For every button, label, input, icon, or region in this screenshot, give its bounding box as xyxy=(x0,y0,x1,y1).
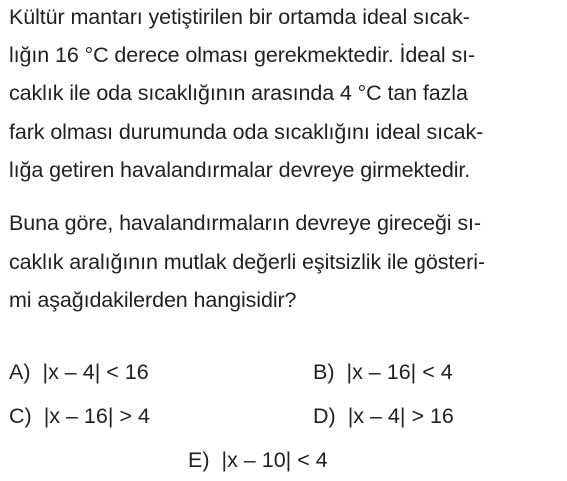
option-b-letter: B) xyxy=(313,360,335,384)
paragraph-1-line-1: Kültür mantarı yetiştirilen bir ortamda ideal sıcak- xyxy=(9,5,470,29)
option-d-letter: D) xyxy=(313,404,336,428)
paragraph-2-line-3: mi aşağıdakilerden hangisidir? xyxy=(9,288,297,312)
option-e[interactable] xyxy=(188,446,328,474)
option-e-letter: E) xyxy=(188,448,210,472)
paragraph-2-line-1: Buna göre, havalandırmaların devreye gireceği sı- xyxy=(9,211,481,235)
option-e-text: |x – 10| < 4 xyxy=(221,448,328,472)
option-a-letter: A) xyxy=(9,360,31,384)
option-c-letter: C) xyxy=(9,404,32,428)
option-b-text: |x – 16| < 4 xyxy=(346,360,453,384)
paragraph-1-line-2: lığın 16 °C derece olması gerekmektedir. İdeal sı- xyxy=(9,43,476,67)
paragraph-2-line-2: caklık aralığının mutlak değerli eşitsizlik ile gösteri- xyxy=(9,250,485,274)
option-c[interactable] xyxy=(9,402,150,430)
option-c-text: |x – 16| > 4 xyxy=(43,404,150,428)
paragraph-1-line-3: caklık ile oda sıcaklığının arasında 4 °C tan fazla xyxy=(9,81,468,105)
paragraph-1-line-5: lığa getiren havalandırmalar devreye girmektedir. xyxy=(9,158,471,182)
option-b[interactable] xyxy=(313,358,453,386)
option-a-text: |x – 4| < 16 xyxy=(42,360,149,384)
paragraph-1-line-4: fark olması durumunda oda sıcaklığını ideal sıcak- xyxy=(9,120,484,144)
option-d[interactable] xyxy=(313,402,454,430)
option-a[interactable] xyxy=(9,358,149,386)
option-d-text: |x – 4| > 16 xyxy=(347,404,454,428)
